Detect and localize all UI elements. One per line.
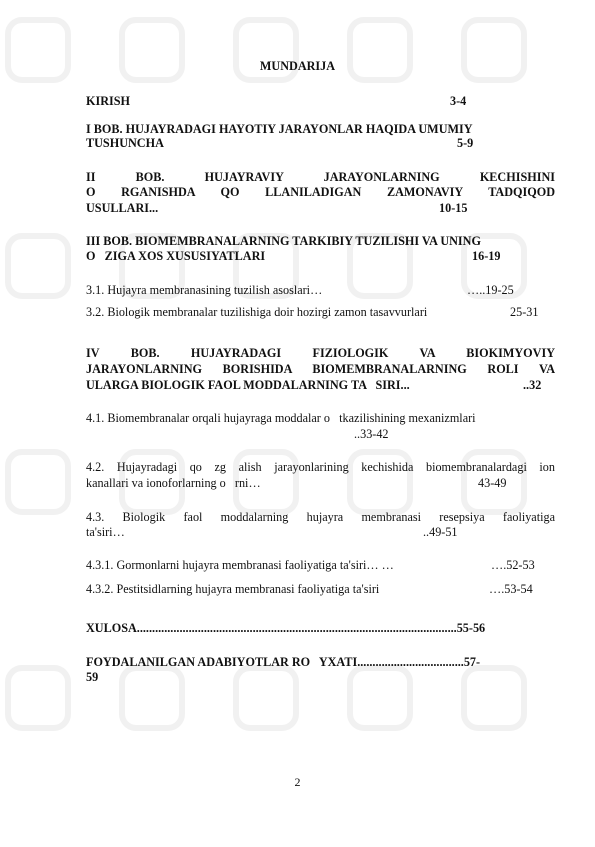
toc-chapter2-line1[interactable]: II BOB. HUJAYRAVIY JARAYONLARNING KECHISHINI (86, 170, 555, 184)
toc-section-4-2-line2[interactable]: kanallari va ionoforlarning o rni… (86, 476, 261, 490)
toc-section-4-3-line1[interactable]: 4.3. Biologik faol moddalarning hujayra membranasi resepsiya faoliyatiga (86, 510, 555, 524)
toc-section-4-3-pages: ..49-51 (423, 525, 458, 539)
toc-xulosa[interactable]: XULOSA.........................................................................................................55-56 (86, 621, 486, 635)
toc-chapter4-line3[interactable]: ULARGA BIOLOGIK FAOL MODDALARNING TA SIRI... (86, 378, 410, 392)
toc-chapter1-pages: 5-9 (457, 136, 474, 150)
toc-section-4-3-2-pages: ….53-54 (489, 582, 533, 596)
toc-section-4-3-line2[interactable]: ta'siri… (86, 525, 125, 539)
toc-references-line1[interactable]: FOYDALANILGAN ADABIYOTLAR RO YXATI...................................57- (86, 655, 481, 669)
toc-section-4-3-2[interactable]: 4.3.2. Pestitsidlarning hujayra membranasi faoliyatiga ta'siri (86, 582, 380, 596)
toc-section-4-1-pages: ..33-42 (354, 427, 389, 441)
toc-chapter1-line2[interactable]: TUSHUNCHA (86, 136, 164, 150)
toc-section-3-1[interactable]: 3.1. Hujayra membranasining tuzilish asoslari… (86, 283, 323, 297)
toc-chapter3-line1[interactable]: III BOB. BIOMEMBRANALARNING TARKIBIY TUZILISHI VA UNING (86, 234, 481, 248)
toc-chapter2-line2[interactable]: O RGANISHDA QO LLANILADIGAN ZAMONAVIY TADQIQOD (86, 185, 555, 199)
toc-section-3-2[interactable]: 3.2. Biologik membranalar tuzilishiga doir hozirgi zamon tasavvurlari (86, 305, 428, 319)
toc-chapter2-line3[interactable]: USULLARI... (86, 201, 159, 215)
toc-section-4-2-line1[interactable]: 4.2. Hujayradagi qo zg alish jarayonlarining kechishida biomembranalardagi ion (86, 460, 555, 474)
toc-kirish-label[interactable]: KIRISH (86, 94, 131, 108)
toc-chapter3-line2[interactable]: O ZIGA XOS XUSUSIYATLARI (86, 249, 266, 263)
page-title: MUNDARIJA (259, 59, 336, 73)
toc-chapter3-pages: 16-19 (472, 249, 501, 263)
toc-chapter4-line2[interactable]: JARAYONLARNING BORISHIDA BIOMEMBRANALARNING ROLI VA (86, 362, 555, 376)
toc-chapter1-line1[interactable]: I BOB. HUJAYRADAGI HAYOTIY JARAYONLAR HAQIDA UMUMIY (86, 122, 473, 136)
toc-chapter4-line1[interactable]: IV BOB. HUJAYRADAGI FIZIOLOGIK VA BIOKIMYOVIY (86, 346, 555, 360)
toc-kirish-pages: 3-4 (450, 94, 467, 108)
toc-chapter2-pages: 10-15 (439, 201, 468, 215)
toc-references-line2[interactable]: 59 (86, 670, 99, 684)
toc-section-4-1[interactable]: 4.1. Biomembranalar orqali hujayraga moddalar o tkazilishining mexanizmlari (86, 411, 476, 425)
toc-section-4-3-1-pages: ….52-53 (491, 558, 535, 572)
page-number: 2 (294, 775, 301, 789)
toc-section-3-2-pages: 25-31 (510, 305, 539, 319)
toc-chapter4-pages: ..32 (523, 378, 542, 392)
toc-section-4-2-pages: 43-49 (478, 476, 507, 490)
toc-section-3-1-pages: …..19-25 (467, 283, 514, 297)
toc-section-4-3-1[interactable]: 4.3.1. Gormonlarni hujayra membranasi faoliyatiga ta'siri… … (86, 558, 394, 572)
